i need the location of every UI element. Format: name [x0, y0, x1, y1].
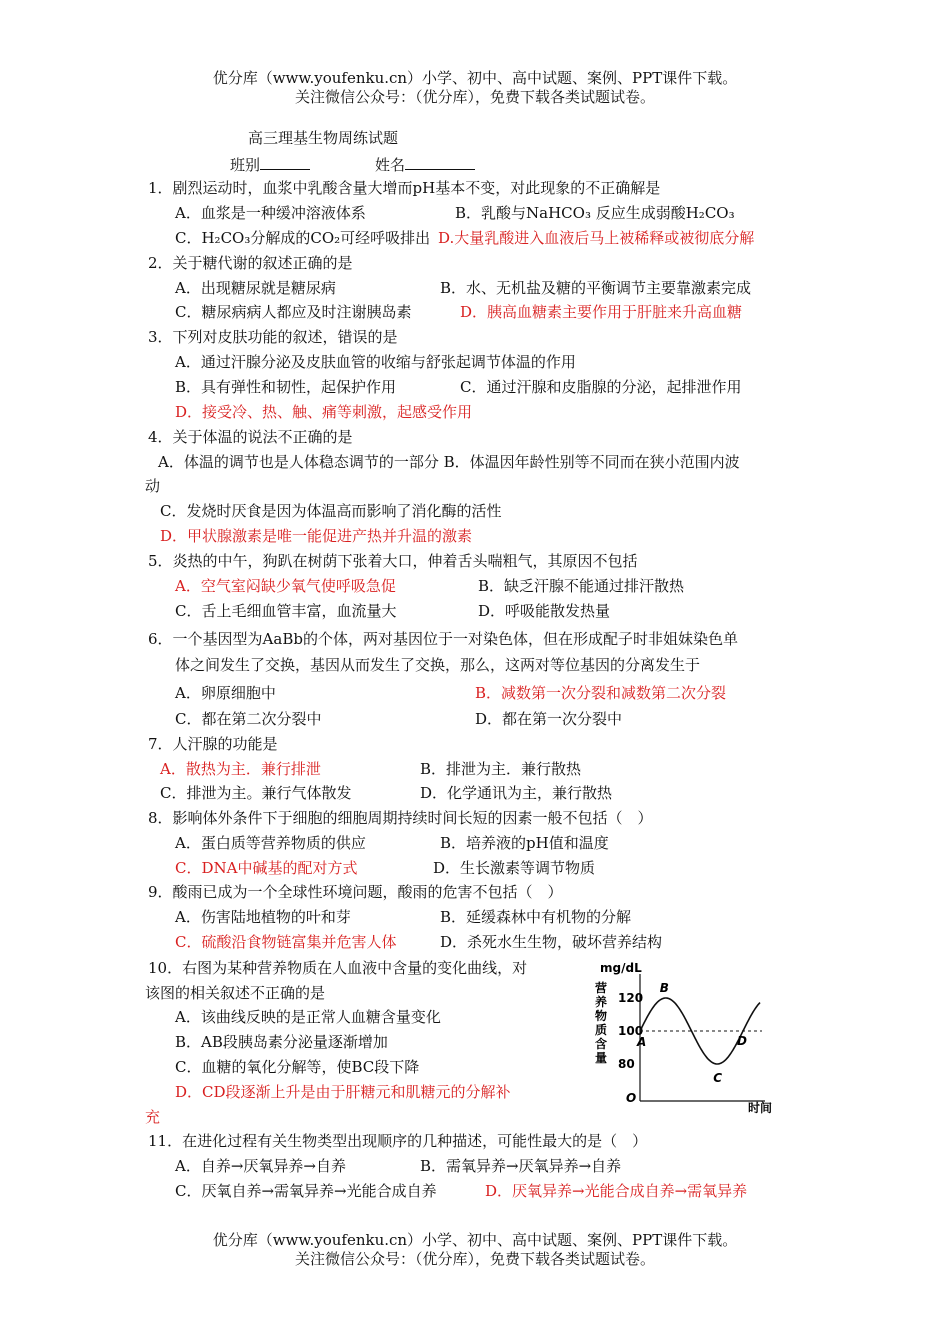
q10-stem: 10．右图为某种营养物质在人血液中含量的变化曲线，对: [148, 959, 528, 977]
class-label: 班别: [230, 156, 261, 174]
q4-stem: 4．关于体温的说法不正确的是: [148, 428, 353, 446]
chart-tick-label: 120: [618, 991, 644, 1005]
q7-option-d: D．化学通讯为主，兼行散热: [420, 784, 613, 802]
q7-option-a: A．散热为主．兼行排泄: [160, 760, 321, 778]
q7-option-b: B．排泄为主．兼行散热: [420, 760, 582, 778]
chart-ylabel-char: 物: [595, 1009, 608, 1023]
q4-option-d: D．甲状腺激素是唯一能促进产热并升温的激素: [160, 527, 473, 545]
chart-point-label-c: C: [713, 1071, 723, 1085]
q8-stem: 8．影响体外条件下于细胞的细胞周期持续时间长短的因素一般不包括（ ）: [148, 809, 653, 827]
q6-option-b: B．减数第一次分裂和减数第二次分裂: [475, 684, 727, 702]
class-field: [230, 153, 310, 175]
class-blank: [260, 153, 310, 170]
chart-xlabel: 时间: [748, 1101, 773, 1115]
q7-stem: 7．人汗腺的功能是: [148, 735, 278, 753]
q10-stem-cont: 该图的相关叙述不正确的是: [145, 984, 326, 1002]
q9-option-b: B．延缓森林中有机物的分解: [440, 908, 632, 926]
chart-tick-label: 80: [618, 1057, 635, 1071]
footer-line-1: 优分库（www.youfenku.cn）小学、初中、高中试题、案例、PPT课件下载。: [212, 1231, 738, 1249]
q2-option-d: D．胰高血糖素主要作用于肝脏来升高血糖: [460, 303, 743, 321]
q5-option-a: A．空气室闷缺少氧气使呼吸急促: [175, 577, 396, 595]
q3-stem: 3．下列对皮肤功能的叙述，错误的是: [148, 328, 398, 346]
q10-option-b: B．AB段胰岛素分泌量逐渐增加: [175, 1033, 388, 1051]
q11-option-c: C．厌氧自养→需氧异养→光能合成自养: [175, 1182, 437, 1200]
q1-option-a: A．血浆是一种缓冲溶液体系: [175, 204, 366, 222]
page-title: 高三理基生物周练试题: [248, 129, 399, 147]
name-blank: [405, 153, 475, 170]
name-field: [375, 153, 475, 175]
chart-ylabel-char: 质: [595, 1023, 608, 1037]
chart-point-labels: [636, 981, 747, 1085]
q11-stem: 11．在进化过程有关生物类型出现顺序的几种描述，可能性最大的是（ ）: [148, 1132, 648, 1150]
q3-option-b: B．具有弹性和韧性，起保护作用: [175, 378, 397, 396]
q6-stem-cont: 体之间发生了交换，基因从而发生了交换，那么，这两对等位基因的分离发生于: [175, 656, 701, 674]
chart-point-label-d: D: [737, 1034, 747, 1048]
chart-origin-label: O: [626, 1091, 637, 1105]
q3-option-a: A．通过汗腺分泌及皮肤血管的收缩与舒张起调节体温的作用: [175, 353, 576, 371]
q5-option-d: D．呼吸能散发热量: [478, 602, 611, 620]
q8-option-c: C．DNA中碱基的配对方式: [175, 859, 358, 877]
q6-option-a: A．卵原细胞中: [175, 684, 276, 702]
q3-option-c: C．通过汗腺和皮脂腺的分泌，起排泄作用: [460, 378, 742, 396]
q5-option-b: B．缺乏汗腺不能通过排汗散热: [478, 577, 685, 595]
q7-option-c: C．排泄为主。兼行气体散发: [160, 784, 352, 802]
q1-option-b: B．乳酸与NaHCO₃ 反应生成弱酸H₂CO₃: [455, 204, 735, 222]
q2-option-c: C．糖尿病病人都应及时注谢胰岛素: [175, 303, 412, 321]
q5-option-c: C．舌上毛细血管丰富，血流量大: [175, 602, 397, 620]
q8-option-a: A．蛋白质等营养物质的供应: [175, 834, 366, 852]
q8-option-b: B．培养液的pH值和温度: [440, 834, 609, 852]
header-line-1: 优分库（www.youfenku.cn）小学、初中、高中试题、案例、PPT课件下载。: [212, 69, 738, 87]
q10-option-d-cont: 充: [145, 1108, 161, 1126]
chart-ylabel-char: 养: [595, 995, 608, 1009]
q2-option-a: A．出现糖尿就是糖尿病: [175, 279, 336, 297]
chart-unit-label: mg/dL: [600, 961, 642, 975]
q2-stem: 2．关于糖代谢的叙述正确的是: [148, 254, 353, 272]
q8-option-d: D．生长激素等调节物质: [433, 859, 596, 877]
chart-ylabel-char: 量: [595, 1051, 608, 1065]
q4-option-c: C．发烧时厌食是因为体温高而影响了消化酶的活性: [160, 502, 502, 520]
chart-ylabel: [595, 980, 607, 1065]
q9-stem: 9．酸雨已成为一个全球性环境问题，酸雨的危害不包括（ ）: [148, 883, 563, 901]
chart-ylabel-char: 营: [595, 981, 608, 995]
q1-option-c: C．H₂CO₃分解成的CO₂可经呼吸排出: [175, 229, 431, 247]
q6-option-d: D．都在第一次分裂中: [475, 710, 623, 728]
chart-point-label-a: A: [637, 1035, 647, 1049]
q5-stem: 5．炎热的中午，狗趴在树荫下张着大口，伸着舌头喘粗气，其原因不包括: [148, 552, 638, 570]
q6-stem: 6．一个基因型为AaBb的个体，两对基因位于一对染色体，但在形成配子时非姐妹染色单: [148, 630, 738, 648]
q1-option-d: D.大量乳酸进入血液后马上被稀释或被彻底分解: [438, 229, 755, 247]
q4-option-ab-cont: 动: [145, 477, 161, 495]
q1-stem: 1．剧烈运动时，血浆中乳酸含量大增而pH基本不变，对此现象的不正确解是: [148, 179, 661, 197]
chart-tick-label: 100: [618, 1024, 644, 1038]
footer-line-2: 关注微信公众号：（优分库），免费下载各类试题试卷。: [294, 1250, 655, 1268]
q4-option-ab: A．体温的调节也是人体稳态调节的一部分 B．体温因年龄性别等不同而在狭小范围内波: [158, 453, 740, 471]
glucose-curve-chart: [590, 956, 780, 1116]
q11-option-b: B．需氧异养→厌氧异养→自养: [420, 1157, 622, 1175]
q6-option-c: C．都在第二次分裂中: [175, 710, 322, 728]
q9-option-c: C．硫酸沿食物链富集并危害人体: [175, 933, 397, 951]
chart-ylabel-char: 含: [595, 1037, 608, 1051]
name-label: 姓名: [375, 156, 406, 174]
q10-option-c: C．血糖的氧化分解等，使BC段下降: [175, 1058, 420, 1076]
q2-option-b: B．水、无机盐及糖的平衡调节主要靠激素完成: [440, 279, 752, 297]
q10-option-a: A．该曲线反映的是正常人血糖含量变化: [175, 1008, 441, 1026]
header-line-2: 关注微信公众号：（优分库），免费下载各类试题试卷。: [294, 88, 655, 106]
chart-point-label-b: B: [659, 981, 669, 995]
chart-y-ticks: [618, 991, 643, 1071]
q10-option-d: D．CD段逐渐上升是由于肝糖元和肌糖元的分解补: [175, 1083, 511, 1101]
q9-option-a: A．伤害陆地植物的叶和芽: [175, 908, 351, 926]
q11-option-d: D．厌氧异养→光能合成自养→需氧异养: [485, 1182, 748, 1200]
q11-option-a: A．自养→厌氧异养→自养: [175, 1157, 346, 1175]
q9-option-d: D．杀死水生生物，破坏营养结构: [440, 933, 663, 951]
q3-option-d: D．接受冷、热、触、痛等刺激，起感受作用: [175, 403, 473, 421]
